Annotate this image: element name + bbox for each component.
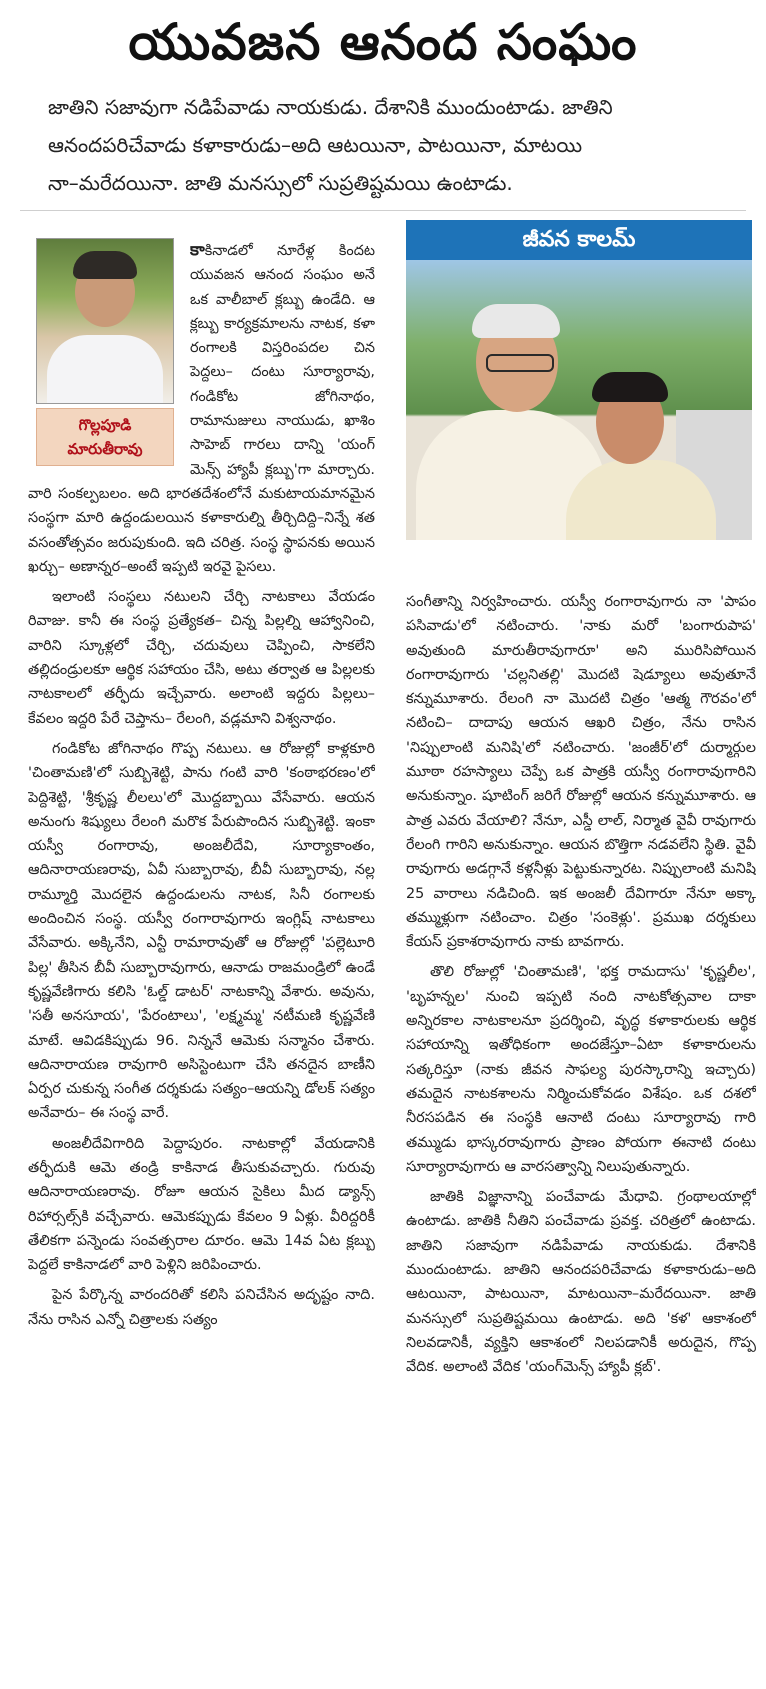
sidebar-box xyxy=(406,220,752,540)
left-column xyxy=(28,238,375,1678)
deck xyxy=(48,88,738,202)
dropcap: కా xyxy=(190,240,205,260)
author-box xyxy=(28,238,180,466)
divider xyxy=(20,210,746,211)
paragraph: ఇలాంటి సంస్థలు నటులని చేర్చి నాటకాలు వేయడం రివాజు. కానీ ఈ సంస్థ ప్రత్యేకత– చిన్న పిల్లల్ని ఆహ్వానించి, వారిని స్కూళ్లలో చేర్చి, చదువులు చెప్పించి, సాకలేని తల్లిదండ్రులకూ ఆర్థిక సహాయం చేసి, అటు తర్వాత ఆ పిల్లలకు నాటకాలలో తర్ఫీదు ఇచ్చేవారు. అలాంటి ఇద్దరు పిల్లలు– కేవలం ఇద్దరి పేరే చెప్తాను– రేలంగి, వడ్లమాని విశ్వనాథం. xyxy=(28,589,375,727)
author-photo xyxy=(36,238,174,404)
paragraph: పైన పేర్కొన్న వారందరితో కలిసి పనిచేసిన అదృష్టం నాది. నేను రాసిన ఎన్నో చిత్రాలకు సత్యం xyxy=(28,1287,375,1328)
deck-line: ఆనందపరిచేవాడు కళాకారుడు–అది ఆటయినా, పాటయినా, మాటయి xyxy=(48,133,583,157)
sidebar-photo xyxy=(406,260,752,540)
paragraph: గండికోట జోగినాథం గొప్ప నటులు. ఆ రోజుల్లో కాళ్లకూరి 'చింతామణి'లో సుబ్బిశెట్టి, పాను గంటి వారి 'కంఠాభరణం'లో పెద్దిశెట్టి, 'శ్రీకృష్ణ లీలలు'లో మొద్దబ్బాయి వేసేవారు. ఆయన అనుంగు శిష్యులు రేలంగి మరొక పేరుపొందిన సుబ్బిశెట్టి. ఇంకా యస్వీ రంగారావు, అంజలీదేవి, సూర్యాకాంతం, ఆదినారాయణరావు, ఏవీ సుబ్బారావు, బీవీ సుబ్బారావు, నల్ల రామ్మూర్తి మొదలైన ఉద్దండులను నాటక, సినీ రంగాలకు అందించిన సంస్థ. యస్వీ రంగారావుగారు ఇంగ్లిష్ నాటకాలు వేసేవారు. అక్కినేని, ఎన్టీ రామారావుతో ఆ రోజుల్లో 'పల్లెటూరి పిల్ల' తీసిన బీవీ సుబ్బారావుగారు, ఆనాడు రాజమండ్రిలో ఉండే కృష్ణవేణిగారు కలిసి 'ఓల్డ్ డాటర్' నాటకాన్ని వేశారు. అవును, 'సతీ అనసూయ', 'పేరంటాలు', 'లక్ష్మమ్మ' నటీమణి కృష్ణవేణి మాటే. ఆవిడకిప్పుడు 96. నిన్ననే ఆమెకు సన్మానం చేశారు. ఆదినారాయణ రావుగారి అసిస్టెంటుగా చేసి తనదైన బాణీని ఏర్పర చుకున్న సంగీత దర్శకుడు సత్యం–ఆయన్ని డోలక్ సత్యం అనేవారు– ఈ సంస్థ వారే. xyxy=(28,740,375,1122)
paragraph: అంజలీదేవిగారిది పెద్దాపురం. నాటకాల్లో వేయడానికి తర్ఫీదుకి ఆమె తండ్రి కాకినాడ తీసుకువచ్చారు. గురువు ఆదినారాయణరావు. రోజూ ఆయన సైకిలు మీద డ్యాన్స్ రిహార్సల్స్‌కి వచ్చేవారు. ఆమెకప్పుడు కేవలం 9 ఏళ్లు. వీరిద్దరికీ తేలికగా పన్నెండు సంవత్సరాల దూరం. ఆమె 14వ ఏట క్లబ్బు పెద్దలే కాకినాడలో వారి పెళ్లిని జరిపించారు. xyxy=(28,1135,375,1274)
deck-line: జాతిని సజావుగా నడిపేవాడు నాయకుడు. దేశానికి ముందుంటాడు. జాతిని xyxy=(48,95,613,119)
paragraph: జాతికి విజ్ఞానాన్ని పంచేవాడు మేధావి. గ్రంథాలయాల్లో ఉంటాడు. జాతికి నీతిని పంచేవాడు ప్రవక్త. చరిత్రలో ఉంటాడు. జాతిని సజావుగా నడిపేవాడు నాయకుడు. దేశానికి ముందుంటాడు. జాతిని ఆనందపరిచేవాడు కళాకారుడు–అది ఆటయినా, పాటయినా, మాటయినా–మరేదయినా. జాతి మనస్సులో సుప్రతిష్టమయి ఉంటాడు. అది 'కళ' ఆకాశంలో నిలవడానికీ, వ్యక్తిని ఆకాశంలో నిలపడానికీ అరుదైన, గొప్ప వేదిక. అలాంటి వేదిక 'యంగ్‌మెన్స్ హ్యాపీ క్లబ్'. xyxy=(406,1189,756,1376)
paragraph: సంగీతాన్ని నిర్వహించారు. యస్వీ రంగారావుగారు నా 'పాపం పసివాడు'లో నటించారు. 'నాకు మరో 'బంగారుపాప' అవుతుంది మారుతీరావుగారూ' అని మురిసిపోయిన రంగారావుగారు 'చల్లనితల్లి' మొదటి షెడ్యూలు అవుతూనే కన్నుమూశారు. రేలంగి నా మొదటి చిత్రం 'ఆత్మ గౌరవం'లో నటించి– దాదాపు ఆయన ఆఖరి చిత్రం, నేను రాసిన 'నిప్పులాంటి మనిషి'లో నటించారు. 'జంజీర్'లో దుర్మార్గుల మూఠా రహస్యాలు చెప్పే ఒక పాత్రకి యస్వీ రంగారావుగారిని అనుకున్నాం. షూటింగ్ జరిగే రోజుల్లో ఆయన కన్నుమూశారు. ఆ పాత్ర ఎవరు వేయాలి? నేనూ, ఎస్డీ లాల్, నిర్మాత వైవీ రావుగారు రేలంగి గారిని అనుకున్నాం. ఆయన బొత్తిగా నడవలేని స్థితి. వైవీ రావుగారు అడగ్గానే కళ్లనీళ్లు పెట్టుకున్నారట. నిప్పులాంటి మనిషి 25 వారాలు నడిచింది. ఇక అంజలీ దేవిగారూ నేనూ అక్కా తమ్ముళ్లుగా నటించాం. చిత్రం 'సంకెళ్లు'. ప్రముఖ దర్శకులు కేయస్ ప్రకాశరావుగారు నాకు బావగారు. xyxy=(406,594,756,951)
author-name xyxy=(36,408,174,466)
author-name-line1: గొల్లపూడి xyxy=(78,416,132,434)
paragraph-text: కినాడలో నూరేళ్ల కిందట యువజన ఆనంద సంఘం అనే ఒక వాలీబాల్ క్లబ్బు ఉండేది. ఆ క్లబ్బు కార్యక్రమాలను నాటక, కళా రంగాలకి విస్తరింపదల చిన పెద్దలు– దంటు సూర్యారావు, గండికోట జోగినాథం, రామానుజులు నాయుడు, ఖాశిం సాహెబ్ గారలు దాన్ని 'యంగ్ మెన్స్ హ్యాపీ క్లబ్బు'గా మార్చారు. వారి సంకల్పబలం. అది భారతదేశంలోనే మకుటాయమానమైన సంస్థగా మారి ఉద్దండులయిన కళాకారుల్ని తీర్చిదిద్ది–నిన్నే శత వసంతోత్సవం జరుపుకుంది. ఇది చరిత్ర. సంస్థ స్థాపనకు అయిన ఖర్చు– అణాన్నర–అంటే ఇప్పటి ఇరవై పైసలు. xyxy=(28,243,375,575)
paragraph: తొలి రోజుల్లో 'చింతామణి', 'భక్త రామదాసు' 'కృష్ణలీల', 'బృహన్నల' నుంచి ఇప్పటి నంది నాటకోత్సవాల దాకా అన్నిరకాల నాటకాలనూ ప్రదర్శించి, వృద్ధ కళాకారులకు ఆర్థిక సహాయాన్ని ఇతోధికంగా అందజేస్తూ–ఏటా కళాకారులను సత్కరిస్తూ (నాకు జీవన సాఫల్య పురస్కారాన్ని ఇచ్చారు) తమదైన నాటకశాలను నిర్మించుకోవడం విశేషం. ఒక దశలో నీరసపడిన ఈ సంస్థకి ఆనాటి దంటు సూర్యారావు గారి తమ్ముడు భాస్కరరావుగారు ప్రాణం పోయగా ఈనాటి దంటు సూర్యారావుగారు ఆ వారసత్వాన్ని నిలుపుతున్నారు. xyxy=(406,964,756,1175)
sidebar-title: జీవన కాలమ్ xyxy=(406,220,752,260)
right-column xyxy=(406,590,756,1680)
author-name-line2: మారుతీరావు xyxy=(67,440,143,458)
headline: యువజన ఆనంద సంఘం xyxy=(128,13,638,71)
deck-line: నా–మరేదయినా. జాతి మనస్సులో సుప్రతిష్టమయి ఉంటాడు. xyxy=(48,171,513,195)
